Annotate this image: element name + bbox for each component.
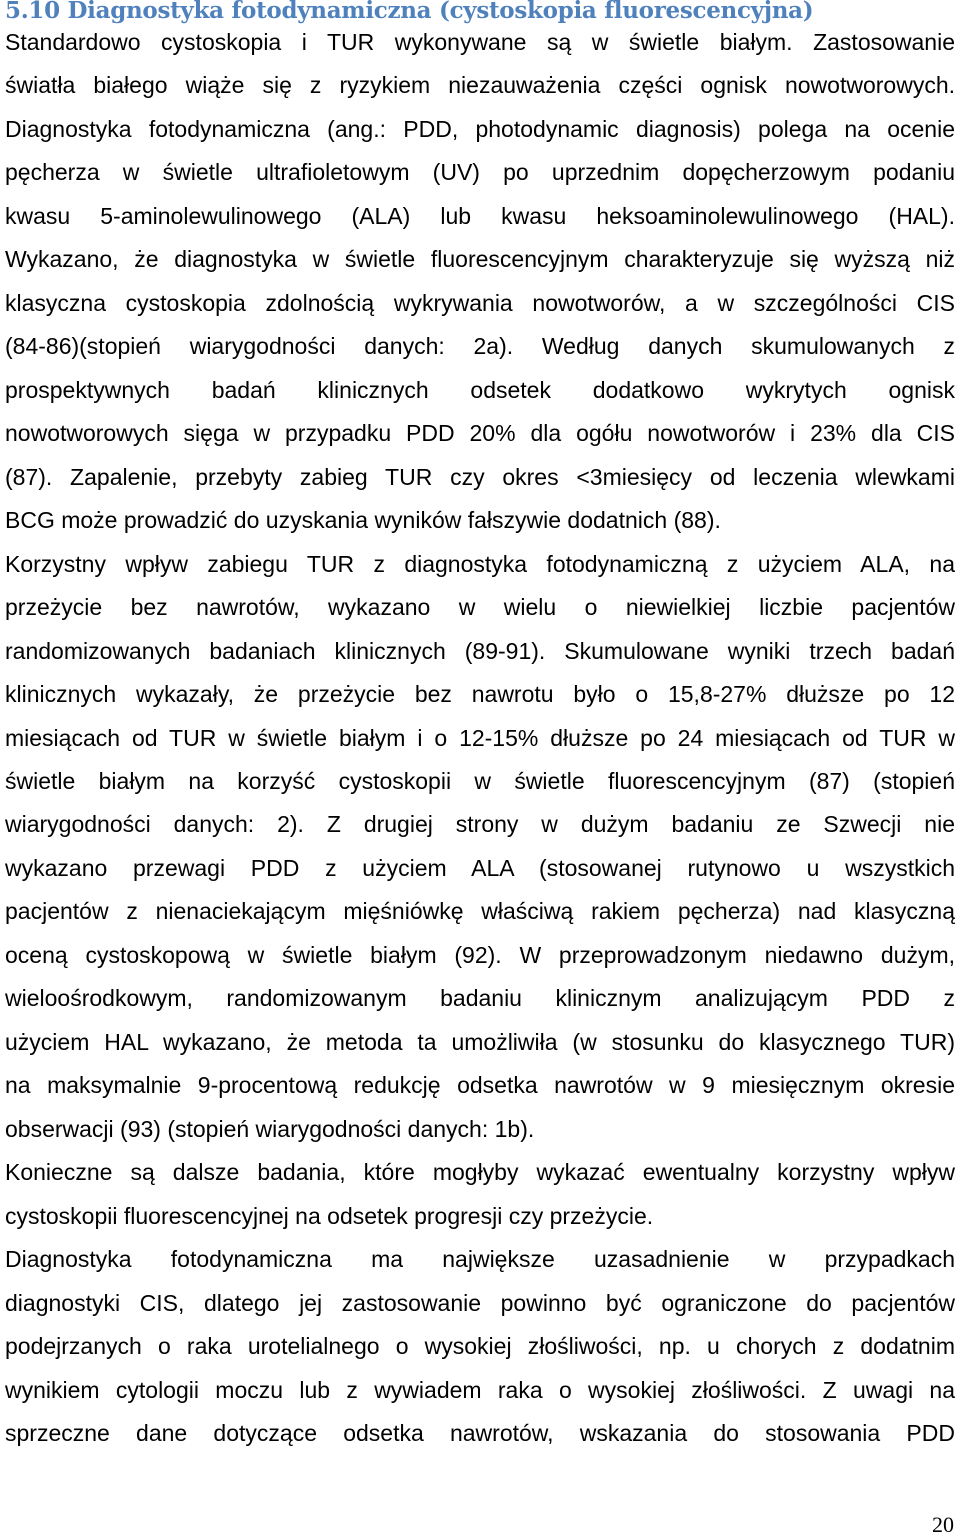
text-line: klasyczna cystoskopia zdolnością wykrywania nowotworów, a w szczególności CIS <box>5 289 955 316</box>
text-line: pacjentów z nienaciekającym mięśniówkę właściwą rakiem pęcherza) nad klasyczną <box>5 898 955 925</box>
document-body <box>5 21 955 1455</box>
text-line: Diagnostyka fotodynamiczna (ang.: PDD, photodynamic diagnosis) polega na ocenie <box>5 115 955 142</box>
text-line: światła białego wiąże się z ryzykiem niezauważenia części ognisk nowotworowych. <box>5 72 955 99</box>
paragraph <box>5 21 955 543</box>
text-line: (84-86)(stopień wiarygodności danych: 2a). Według danych skumulowanych z <box>5 333 955 360</box>
text-line: BCG może prowadzić do uzyskania wyników fałszywie dodatnich (88). <box>5 507 721 534</box>
text-line: Wykazano, że diagnostyka w świetle fluorescencyjnym charakteryzuje się wyższą niż <box>5 246 955 273</box>
text-line: świetle białym na korzyść cystoskopii w świetle fluorescencyjnym (87) (stopień <box>5 767 955 794</box>
paragraph <box>5 1238 955 1455</box>
text-line: cystoskopii fluorescencyjnej na odsetek progresji czy przeżycie. <box>5 1202 654 1229</box>
text-line: Diagnostyka fotodynamiczna ma największe uzasadnienie w przypadkach <box>5 1246 955 1273</box>
text-line: wiarygodności danych: 2). Z drugiej strony w dużym badaniu ze Szwecji nie <box>5 811 955 838</box>
page-number: 20 <box>932 1512 954 1537</box>
text-line: Korzystny wpływ zabiegu TUR z diagnostyka fotodynamiczną z użyciem ALA, na <box>5 550 955 577</box>
text-line: kwasu 5-aminolewulinowego (ALA) lub kwasu heksoaminolewulinowego (HAL). <box>5 202 955 229</box>
text-line: wieloośrodkowym, randomizowanym badaniu klinicznym analizującym PDD z <box>5 985 955 1012</box>
text-line: oceną cystoskopową w świetle białym (92). W przeprowadzonym niedawno dużym, <box>5 941 955 968</box>
text-line: pęcherza w świetle ultrafioletowym (UV) po uprzednim dopęcherzowym podaniu <box>5 159 955 186</box>
section-heading: 5.10 Diagnostyka fotodynamiczna (cystoskopia fluorescencyjna) <box>5 0 814 24</box>
text-line: Konieczne są dalsze badania, które mogłyby wykazać ewentualny korzystny wpływ <box>5 1159 955 1186</box>
text-line: przeżycie bez nawrotów, wykazano w wielu o niewielkiej liczbie pacjentów <box>5 594 955 621</box>
text-line: randomizowanych badaniach klinicznych (89-91). Skumulowane wyniki trzech badań <box>5 637 955 664</box>
text-line: nowotworowych sięga w przypadku PDD 20% dla ogółu nowotworów i 23% dla CIS <box>5 420 955 447</box>
text-line: miesiącach od TUR w świetle białym i o 12-15% dłuższe po 24 miesiącach od TUR w <box>5 724 955 751</box>
text-line: na maksymalnie 9-procentową redukcję odsetka nawrotów w 9 miesięcznym okresie <box>5 1072 955 1099</box>
text-line: obserwacji (93) (stopień wiarygodności danych: 1b). <box>5 1115 535 1142</box>
text-line: sprzeczne dane dotyczące odsetka nawrotów, wskazania do stosowania PDD <box>5 1420 955 1446</box>
text-line: wykazano przewagi PDD z użyciem ALA (stosowanej rutynowo u wszystkich <box>5 854 955 881</box>
text-line: użyciem HAL wykazano, że metoda ta umożliwiła (w stosunku do klasycznego TUR) <box>5 1028 955 1055</box>
text-line: wynikiem cytologii moczu lub z wywiadem raka o wysokiej złośliwości. Z uwagi na <box>5 1376 955 1403</box>
text-line: klinicznych wykazały, że przeżycie bez nawrotu było o 15,8-27% dłuższe po 12 <box>5 681 955 708</box>
text-line: diagnostyki CIS, dlatego jej zastosowanie powinno być ograniczone do pacjentów <box>5 1289 955 1316</box>
text-line: Standardowo cystoskopia i TUR wykonywane są w świetle białym. Zastosowanie <box>5 29 955 55</box>
paragraph <box>5 1151 955 1238</box>
text-line: prospektywnych badań klinicznych odsetek dodatkowo wykrytych ognisk <box>5 376 955 403</box>
text-line: podejrzanych o raka urotelialnego o wysokiej złośliwości, np. u chorych z dodatnim <box>5 1333 955 1360</box>
paragraph <box>5 543 955 1152</box>
text-line: (87). Zapalenie, przebyty zabieg TUR czy okres <3miesięcy od leczenia wlewkami <box>5 463 955 490</box>
